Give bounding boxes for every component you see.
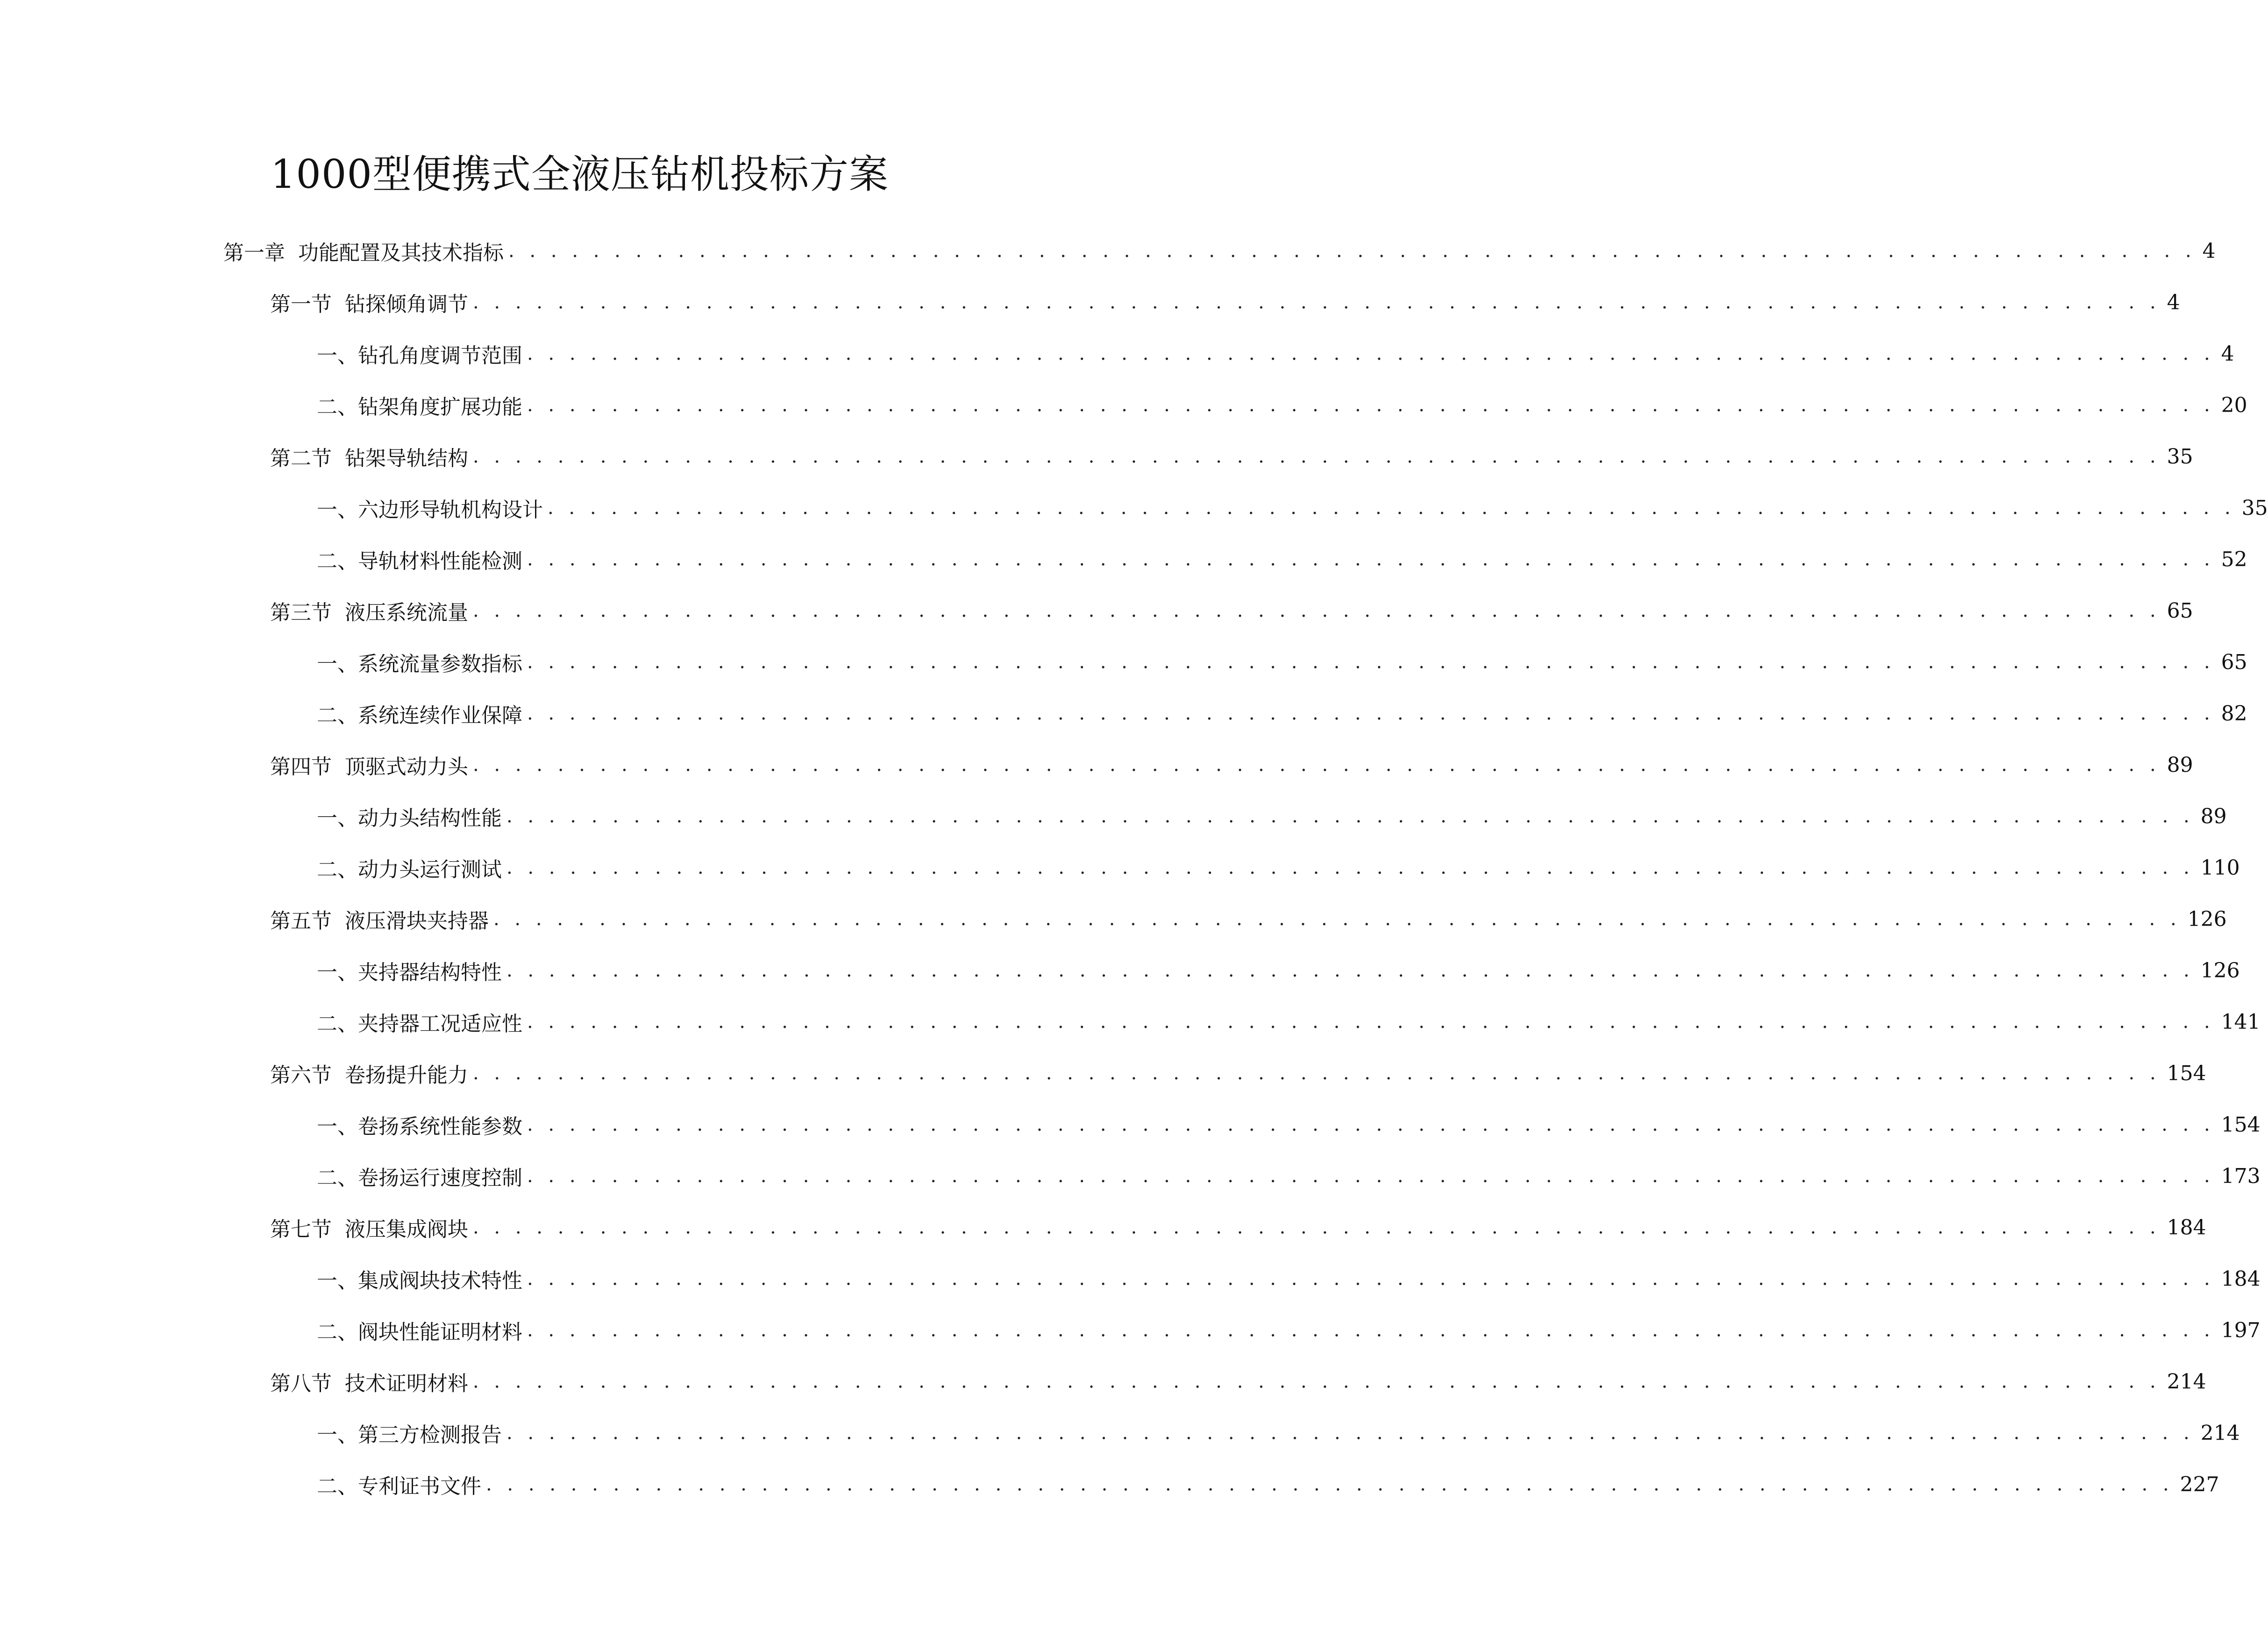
toc-dot-leader: . . . . . . . . . . . . . . . . . . . . . . . . . . . . . . . . . . . . . . . . . . . . . . . . . . . . . . . . . . . . . . . . . . . . . . . . . . . . . . . . (506, 960, 2194, 981)
toc-entry[interactable] (0, 277, 2180, 328)
toc-entry-title: 钻架导轨结构 (345, 447, 468, 470)
toc-dot-leader: . . . . . . . . . . . . . . . . . . . . . . . . . . . . . . . . . . . . . . . . . . . . . . . . . . . . . . . . . . . . . . . . . . . . . . . . . . . . . . . . (527, 1165, 2215, 1187)
toc-dot-leader: . . . . . . . . . . . . . . . . . . . . . . . . . . . . . . . . . . . . . . . . . . . . . . . . . . . . . . . . . . . . . . . . . . . . . . . . . . . . . . . . (508, 240, 2196, 262)
toc-entry-number: 第四节 (270, 755, 332, 779)
toc-entry-number: 一、 (317, 961, 358, 984)
toc-entry-page-number: 154 (2167, 1061, 2206, 1085)
toc-entry-number: 二、 (317, 858, 358, 882)
toc-entry-title: 功能配置及其技术指标 (298, 241, 504, 265)
toc-entry-page-number: 227 (2180, 1472, 2219, 1496)
toc-entry-title: 系统流量参数指标 (358, 652, 522, 676)
toc-dot-leader: . . . . . . . . . . . . . . . . . . . . . . . . . . . . . . . . . . . . . . . . . . . . . . . . . . . . . . . . . . . . . . . . . . . . . . . . . . . . . . . . (493, 908, 2181, 930)
toc-entry-title: 钻探倾角调节 (345, 292, 468, 316)
toc-entry-number: 一、 (317, 1423, 358, 1447)
toc-dot-leader: . . . . . . . . . . . . . . . . . . . . . . . . . . . . . . . . . . . . . . . . . . . . . . . . . . . . . . . . . . . . . . . . . . . . . . . . . . . . . . . . (527, 1011, 2215, 1033)
toc-entry-number: 一、 (317, 344, 358, 368)
toc-entry[interactable] (0, 1304, 2261, 1356)
toc-entry[interactable] (0, 482, 2268, 534)
toc-entry-number: 一、 (317, 806, 358, 830)
toc-entry-page-number: 52 (2221, 547, 2247, 571)
toc-entry-number: 第七节 (270, 1218, 332, 1241)
toc-entry-title: 钻孔角度调节范围 (358, 344, 522, 368)
toc-entry[interactable] (0, 431, 2193, 482)
toc-entry-page-number: 214 (2167, 1369, 2206, 1394)
toc-entry-title: 系统连续作业保障 (358, 704, 522, 727)
toc-entry[interactable] (0, 225, 2216, 277)
toc-entry-title: 液压集成阀块 (345, 1218, 468, 1241)
document-title: 1000型便携式全液压钻机投标方案 (271, 151, 889, 197)
toc-entry-page-number: 214 (2200, 1421, 2240, 1445)
toc-dot-leader: . . . . . . . . . . . . . . . . . . . . . . . . . . . . . . . . . . . . . . . . . . . . . . . . . . . . . . . . . . . . . . . . . . . . . . . . . . . . . . . . (506, 805, 2194, 827)
toc-entry-title: 夹持器工况适应性 (358, 1012, 522, 1036)
toc-dot-leader: . . . . . . . . . . . . . . . . . . . . . . . . . . . . . . . . . . . . . . . . . . . . . . . . . . . . . . . . . . . . . . . . . . . . . . . . . . . . . . . . (473, 754, 2161, 776)
toc-entry-page-number: 89 (2167, 753, 2193, 777)
toc-entry[interactable] (0, 791, 2227, 842)
toc-entry-number: 第五节 (270, 909, 332, 933)
toc-entry-page-number: 4 (2167, 290, 2180, 314)
toc-dot-leader: . . . . . . . . . . . . . . . . . . . . . . . . . . . . . . . . . . . . . . . . . . . . . . . . . . . . . . . . . . . . . . . . . . . . . . . . . . . . . . . . (506, 857, 2194, 878)
toc-entry-title: 第三方检测报告 (358, 1423, 502, 1447)
toc-entry-number: 一、 (317, 1115, 358, 1139)
toc-dot-leader: . . . . . . . . . . . . . . . . . . . . . . . . . . . . . . . . . . . . . . . . . . . . . . . . . . . . . . . . . . . . . . . . . . . . . . . . . . . . . . . . (527, 549, 2215, 570)
toc-dot-leader: . . . . . . . . . . . . . . . . . . . . . . . . . . . . . . . . . . . . . . . . . . . . . . . . . . . . . . . . . . . . . . . . . . . . . . . . . . . . . . . . (527, 651, 2215, 673)
toc-dot-leader: . . . . . . . . . . . . . . . . . . . . . . . . . . . . . . . . . . . . . . . . . . . . . . . . . . . . . . . . . . . . . . . . . . . . . . . . . . . . . . . . (527, 394, 2215, 416)
toc-entry[interactable] (0, 1407, 2240, 1459)
toc-entry-title: 卷扬系统性能参数 (358, 1115, 522, 1139)
toc-dot-leader: . . . . . . . . . . . . . . . . . . . . . . . . . . . . . . . . . . . . . . . . . . . . . . . . . . . . . . . . . . . . . . . . . . . . . . . . . . . . . . . . (473, 292, 2161, 313)
toc-dot-leader: . . . . . . . . . . . . . . . . . . . . . . . . . . . . . . . . . . . . . . . . . . . . . . . . . . . . . . . . . . . . . . . . . . . . . . . . . . . . . . . . (473, 1217, 2161, 1238)
toc-entry-title: 顶驱式动力头 (345, 755, 468, 779)
toc-dot-leader: . . . . . . . . . . . . . . . . . . . . . . . . . . . . . . . . . . . . . . . . . . . . . . . . . . . . . . . . . . . . . . . . . . . . . . . . . . . . . . . . (473, 446, 2161, 467)
toc-entry-page-number: 126 (2187, 907, 2227, 931)
toc-entry[interactable] (0, 534, 2247, 585)
toc-entry-title: 夹持器结构特性 (358, 961, 502, 984)
toc-entry-page-number: 4 (2221, 342, 2234, 366)
toc-entry[interactable] (0, 1356, 2206, 1407)
toc-entry-title: 钻架角度扩展功能 (358, 395, 522, 419)
toc-entry[interactable] (0, 1048, 2206, 1099)
toc-entry-page-number: 89 (2200, 804, 2227, 828)
toc-entry-number: 二、 (317, 395, 358, 419)
toc-entry[interactable] (0, 842, 2240, 893)
toc-entry[interactable] (0, 379, 2247, 431)
toc-entry-page-number: 184 (2167, 1215, 2206, 1240)
toc-entry-title: 卷扬提升能力 (345, 1063, 468, 1087)
toc-dot-leader: . . . . . . . . . . . . . . . . . . . . . . . . . . . . . . . . . . . . . . . . . . . . . . . . . . . . . . . . . . . . . . . . . . . . . . . . . . . . . . . . (527, 1319, 2215, 1341)
toc-entry-page-number: 4 (2202, 239, 2216, 263)
toc-entry-number: 一、 (317, 652, 358, 676)
toc-entry-title: 液压滑块夹持器 (345, 909, 489, 933)
toc-entry-title: 动力头运行测试 (358, 858, 502, 882)
toc-entry-page-number: 65 (2221, 650, 2247, 674)
toc-entry[interactable] (0, 893, 2227, 945)
toc-dot-leader: . . . . . . . . . . . . . . . . . . . . . . . . . . . . . . . . . . . . . . . . . . . . . . . . . . . . . . . . . . . . . . . . . . . . . . . . . . . . . . . . (473, 1371, 2161, 1392)
toc-entry-page-number: 154 (2221, 1112, 2261, 1137)
toc-entry-number: 一、 (317, 1269, 358, 1293)
toc-entry-number: 一、 (317, 498, 358, 522)
toc-entry-page-number: 184 (2221, 1267, 2261, 1291)
toc-entry-title: 专利证书文件 (358, 1475, 481, 1498)
toc-entry[interactable] (0, 585, 2193, 636)
toc-entry-number: 二、 (317, 1012, 358, 1036)
toc-entry-number: 第八节 (270, 1372, 332, 1396)
toc-entry[interactable] (0, 1253, 2261, 1304)
toc-entry-title: 动力头结构性能 (358, 806, 502, 830)
toc-entry[interactable] (0, 328, 2234, 379)
toc-entry[interactable] (0, 1202, 2206, 1253)
toc-entry-page-number: 173 (2221, 1164, 2261, 1188)
toc-dot-leader: . . . . . . . . . . . . . . . . . . . . . . . . . . . . . . . . . . . . . . . . . . . . . . . . . . . . . . . . . . . . . . . . . . . . . . . . . . . . . . . . (527, 1114, 2215, 1135)
toc-dot-leader: . . . . . . . . . . . . . . . . . . . . . . . . . . . . . . . . . . . . . . . . . . . . . . . . . . . . . . . . . . . . . . . . . . . . . . . . . . . . . . . . (548, 497, 2235, 519)
toc-entry-page-number: 20 (2221, 393, 2247, 417)
toc-entry[interactable] (0, 1150, 2261, 1202)
toc-entry[interactable] (0, 739, 2193, 791)
toc-entry-number: 第六节 (270, 1063, 332, 1087)
toc-entry-page-number: 35 (2241, 496, 2268, 520)
toc-dot-leader: . . . . . . . . . . . . . . . . . . . . . . . . . . . . . . . . . . . . . . . . . . . . . . . . . . . . . . . . . . . . . . . . . . . . . . . . . . . . . . . . (486, 1474, 2174, 1495)
toc-entry-title: 技术证明材料 (345, 1372, 468, 1396)
toc-entry-page-number: 82 (2221, 701, 2247, 726)
toc-entry-page-number: 197 (2221, 1318, 2261, 1342)
toc-entry-page-number: 65 (2167, 599, 2193, 623)
toc-entry-title: 卷扬运行速度控制 (358, 1166, 522, 1190)
toc-entry-number: 二、 (317, 1475, 358, 1498)
toc-entry[interactable] (0, 945, 2240, 996)
toc-entry[interactable] (0, 688, 2247, 739)
toc-dot-leader: . . . . . . . . . . . . . . . . . . . . . . . . . . . . . . . . . . . . . . . . . . . . . . . . . . . . . . . . . . . . . . . . . . . . . . . . . . . . . . . . (473, 1062, 2161, 1084)
toc-entry[interactable] (0, 636, 2247, 688)
toc-entry-title: 液压系统流量 (345, 601, 468, 625)
toc-entry-number: 二、 (317, 1320, 358, 1344)
toc-entry-page-number: 141 (2221, 1010, 2261, 1034)
table-of-contents (0, 225, 2268, 1510)
toc-entry-page-number: 35 (2167, 444, 2193, 469)
toc-dot-leader: . . . . . . . . . . . . . . . . . . . . . . . . . . . . . . . . . . . . . . . . . . . . . . . . . . . . . . . . . . . . . . . . . . . . . . . . . . . . . . . . (527, 703, 2215, 724)
toc-entry-title: 集成阀块技术特性 (358, 1269, 522, 1293)
toc-entry-title: 阀块性能证明材料 (358, 1320, 522, 1344)
toc-entry-number: 第二节 (270, 447, 332, 470)
toc-dot-leader: . . . . . . . . . . . . . . . . . . . . . . . . . . . . . . . . . . . . . . . . . . . . . . . . . . . . . . . . . . . . . . . . . . . . . . . . . . . . . . . . (527, 1268, 2215, 1290)
toc-entry-title: 六边形导轨机构设计 (358, 498, 543, 522)
toc-entry-number: 第一章 (223, 241, 285, 265)
toc-entry-number: 二、 (317, 549, 358, 573)
toc-entry-number: 第一节 (270, 292, 332, 316)
toc-entry-number: 第三节 (270, 601, 332, 625)
toc-entry[interactable] (0, 1459, 2219, 1510)
toc-entry-number: 二、 (317, 1166, 358, 1190)
toc-entry-title: 导轨材料性能检测 (358, 549, 522, 573)
toc-entry[interactable] (0, 1099, 2261, 1150)
toc-dot-leader: . . . . . . . . . . . . . . . . . . . . . . . . . . . . . . . . . . . . . . . . . . . . . . . . . . . . . . . . . . . . . . . . . . . . . . . . . . . . . . . . (527, 343, 2215, 364)
toc-entry-number: 二、 (317, 704, 358, 727)
toc-entry-page-number: 126 (2200, 958, 2240, 983)
toc-entry[interactable] (0, 996, 2261, 1048)
toc-dot-leader: . . . . . . . . . . . . . . . . . . . . . . . . . . . . . . . . . . . . . . . . . . . . . . . . . . . . . . . . . . . . . . . . . . . . . . . . . . . . . . . . (473, 600, 2161, 621)
toc-entry-page-number: 110 (2200, 855, 2240, 880)
toc-dot-leader: . . . . . . . . . . . . . . . . . . . . . . . . . . . . . . . . . . . . . . . . . . . . . . . . . . . . . . . . . . . . . . . . . . . . . . . . . . . . . . . . (506, 1422, 2194, 1444)
